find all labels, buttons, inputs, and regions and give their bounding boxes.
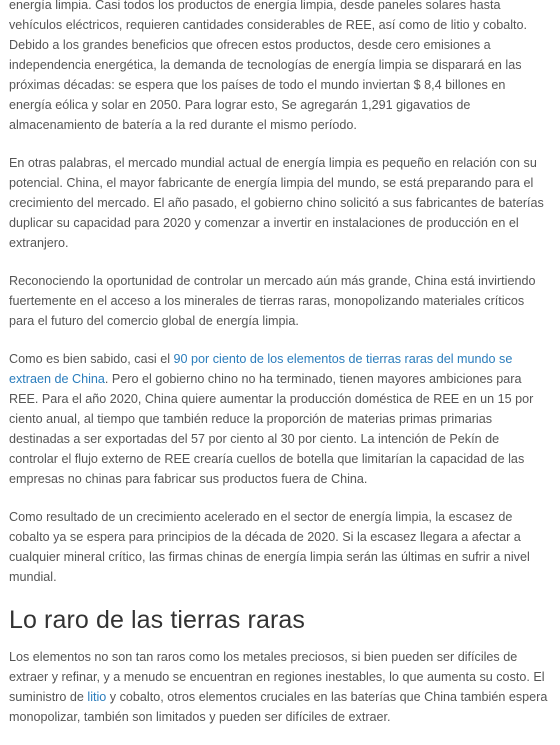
- article-body: [9, 0, 549, 745]
- paragraph-china-manufacturer: En otras palabras, el mercado mundial actual de energía limpia es pequeño en relación con su potencial. China, el mayor fabricante de energía limpia del mundo, se está preparando para el crecimiento del mercado. El año pasado, el gobierno chino solicitó a sus fabricantes de baterías duplicar su capacidad para 2020 y comenzar a invertir en instalaciones de producción en el extranjero.: [9, 156, 544, 250]
- paragraph-rare-earth-extraction: [9, 349, 549, 489]
- paragraph-text: Los elementos no son tan raros como los metales preciosos, si bien pueden ser difíciles de extraer y refinar, y a menudo se encuentran en regiones inestables, lo que aumenta su costo. El suministro de: [9, 650, 545, 704]
- paragraph-text: y cobalto, otros elementos cruciales en las baterías que China también espera monopolizar, también son limitados y pueden ser difíciles de extraer.: [9, 690, 548, 724]
- section-heading: Lo raro de las tierras raras: [9, 606, 305, 634]
- rare-earth-china-link[interactable]: 90 por ciento de los elementos de tierras raras del mundo se extraen de China: [9, 352, 513, 386]
- paragraph-text: . Pero el gobierno chino no ha terminado, tienen mayores ambiciones para REE. Para el año 2020, China quiere aumentar la producción doméstica de REE en un 15 por ciento anual, al tiempo que también reduce la proporción de materias primas primarias destinadas a ser exportadas del 57 por ciento al 30 por ciento. La intención de Pekín de controlar el flujo externo de REE crearía cuellos de botella que limitarían la capacidad de las empresas no chinas para fabricar sus productos fuera de China.: [9, 372, 534, 486]
- paragraph-clean-energy-demand: energía limpia. Casi todos los productos de energía limpia, desde paneles solares hasta vehículos eléctricos, requieren cantidades considerables de REE, así como de litio y cobalto. Debido a los grandes beneficios que ofrecen estos productos, desde cero emisiones a independencia energética, la demanda de tecnologías de energía limpia se disparará en las próximas décadas: se espera que los países de todo el mundo inviertan $ 8,4 billones en energía eólica y solar en 2050. Para lograr esto, Se agregarán 1,291 gigavatios de almacenamiento de batería a la red durante el mismo período.: [9, 0, 528, 132]
- paragraph-rare-elements: [9, 647, 549, 727]
- lithium-link[interactable]: litio: [87, 690, 107, 704]
- paragraph-rare-earth-access: Reconociendo la oportunidad de controlar un mercado aún más grande, China está invirtiendo fuertemente en el acceso a los minerales de tierras raras, monopolizando materiales críticos para el futuro del comercio global de energía limpia.: [9, 274, 536, 328]
- paragraph-text: Como es bien sabido, casi el: [9, 352, 174, 366]
- paragraph-cobalt-shortage: Como resultado de un crecimiento acelerado en el sector de energía limpia, la escasez de cobalto ya se espera para principios de la década de 2020. Si la escasez llegara a afectar a cualquier mineral crítico, las firmas chinas de energía limpia serán las últimas en sufrir a nivel mundial.: [9, 510, 530, 584]
